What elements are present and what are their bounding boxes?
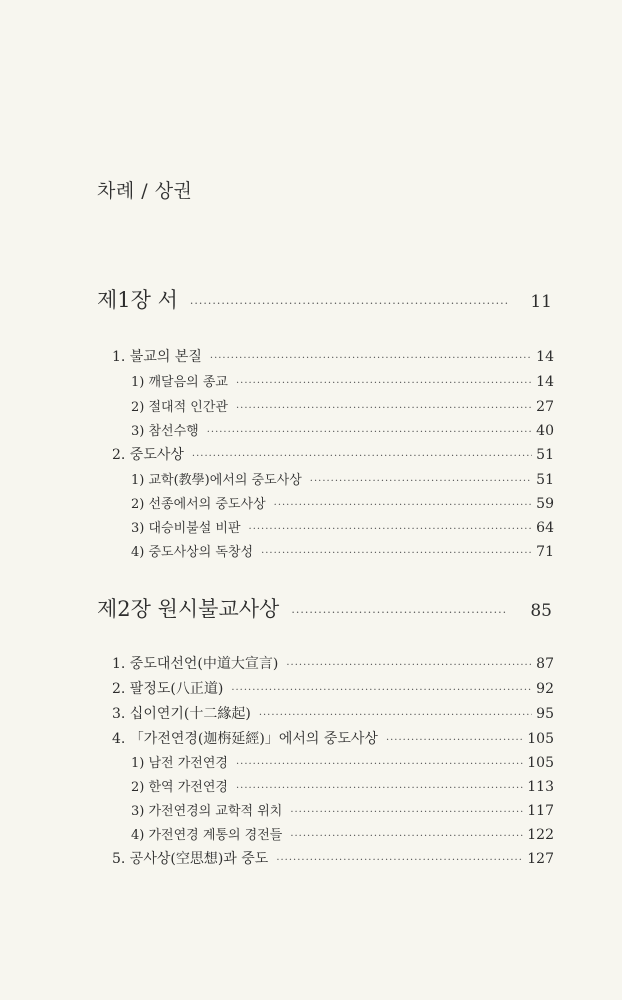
toc-item-page-number: 127 <box>527 851 554 867</box>
toc-item[interactable] <box>112 444 554 464</box>
toc-item-label: 4. 「가전연경(迦栴延經)」에서의 중도사상 <box>112 731 378 747</box>
toc-item-page-number: 27 <box>536 399 554 415</box>
toc-item-label: 2) 절대적 인간관 <box>131 400 228 415</box>
toc-item-label: 1. 중도대선언(中道大宣言) <box>112 656 279 672</box>
toc-subitem[interactable] <box>131 371 554 390</box>
dot-leader <box>386 735 523 746</box>
toc-subitem[interactable] <box>131 541 554 560</box>
toc-item-page-number: 92 <box>536 681 554 697</box>
toc-item-page-number: 64 <box>536 520 554 536</box>
dot-leader <box>276 855 523 866</box>
toc-subitem[interactable] <box>131 824 554 843</box>
toc-subitem[interactable] <box>131 776 554 795</box>
toc-item-label: 1) 남전 가전연경 <box>131 756 228 771</box>
toc-subitem[interactable] <box>131 517 554 536</box>
toc-subitem[interactable] <box>131 420 554 439</box>
toc-item-page-number: 14 <box>536 349 554 365</box>
toc-item-page-number: 122 <box>527 827 554 843</box>
dot-leader <box>190 297 508 310</box>
toc-item-page-number: 87 <box>536 656 554 672</box>
toc-item-label: 3. 십이연기(十二緣起) <box>112 706 251 722</box>
dot-leader <box>310 476 532 487</box>
toc-subitem[interactable] <box>131 800 554 819</box>
dot-leader <box>249 524 533 535</box>
toc-item[interactable] <box>112 346 554 366</box>
dot-leader <box>236 378 532 389</box>
toc-subitem[interactable] <box>131 752 554 771</box>
dot-leader <box>210 353 532 364</box>
dot-leader <box>259 710 532 721</box>
toc-subitem[interactable] <box>131 396 554 415</box>
toc-item[interactable] <box>112 703 554 723</box>
dot-leader <box>290 831 523 842</box>
toc-item-page-number: 105 <box>527 755 554 771</box>
toc-item-label: 4) 중도사상의 독창성 <box>131 545 254 560</box>
chapter-title: 제1장 서 <box>97 288 178 312</box>
toc-item-page-number: 95 <box>536 706 554 722</box>
toc-heading: 차례 / 상권 <box>97 180 193 202</box>
dot-leader <box>236 783 523 794</box>
dot-leader <box>231 685 532 696</box>
toc-item-label: 3) 대승비불설 비판 <box>131 521 241 536</box>
toc-item-label: 2. 팔정도(八正道) <box>112 681 224 697</box>
toc-item-label: 1. 불교의 본질 <box>112 349 202 365</box>
toc-item-label: 1) 교학(教學)에서의 중도사상 <box>131 473 302 488</box>
toc-item-label: 5. 공사상(空思想)과 중도 <box>112 851 269 867</box>
dot-leader <box>291 606 508 619</box>
toc-item-label: 3) 가전연경의 교학적 위치 <box>131 804 283 819</box>
toc-item-page-number: 71 <box>536 544 554 560</box>
dot-leader <box>286 660 532 671</box>
dot-leader <box>274 500 533 511</box>
dot-leader <box>236 759 523 770</box>
toc-item-page-number: 117 <box>527 803 554 819</box>
toc-item-label: 2) 한역 가전연경 <box>131 780 228 795</box>
toc-item-page-number: 59 <box>536 496 554 512</box>
toc-subitem[interactable] <box>131 469 554 488</box>
dot-leader <box>290 807 523 818</box>
toc-chapter-2[interactable] <box>97 593 552 623</box>
toc-subitem[interactable] <box>131 493 554 512</box>
toc-item[interactable] <box>112 848 554 868</box>
toc-item[interactable] <box>112 678 554 698</box>
toc-item-label: 2) 선종에서의 중도사상 <box>131 497 266 512</box>
toc-item[interactable] <box>112 728 554 748</box>
toc-item[interactable] <box>112 653 554 673</box>
toc-item-page-number: 113 <box>527 779 554 795</box>
chapter-title: 제2장 원시불교사상 <box>97 597 280 621</box>
toc-chapter-1[interactable] <box>97 284 552 314</box>
toc-item-page-number: 40 <box>536 423 554 439</box>
dot-leader <box>207 427 532 438</box>
dot-leader <box>261 548 532 559</box>
toc-item-label: 3) 참선수행 <box>131 424 199 439</box>
toc-item-page-number: 51 <box>536 472 554 488</box>
toc-item-page-number: 105 <box>527 731 554 747</box>
toc-item-label: 4) 가전연경 계통의 경전들 <box>131 828 283 843</box>
chapter-page-number: 11 <box>530 292 552 312</box>
toc-item-label: 2. 중도사상 <box>112 447 184 463</box>
dot-leader <box>192 451 532 462</box>
dot-leader <box>236 403 532 414</box>
chapter-page-number: 85 <box>530 601 552 621</box>
toc-item-page-number: 14 <box>536 374 554 390</box>
toc-item-page-number: 51 <box>536 447 554 463</box>
toc-item-label: 1) 깨달음의 종교 <box>131 375 228 390</box>
